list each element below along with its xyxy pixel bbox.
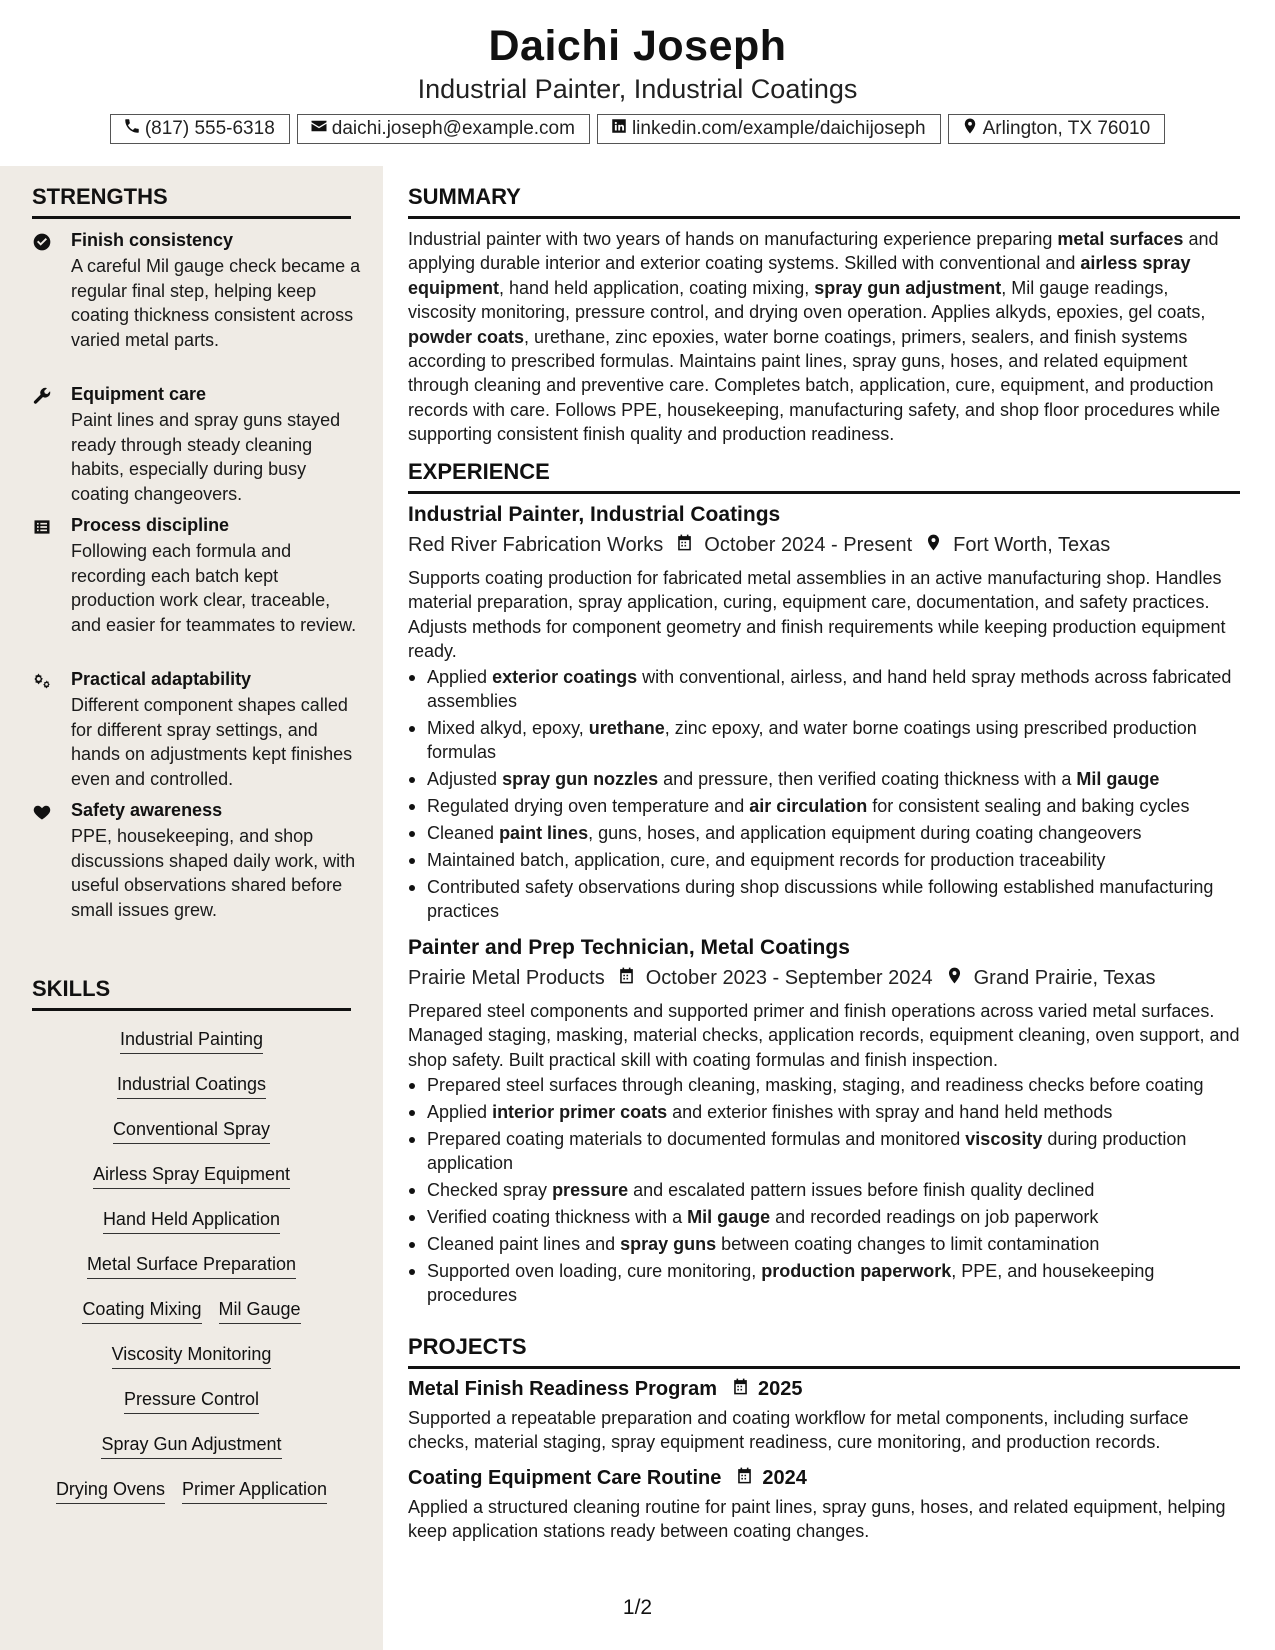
- sidebar: [0, 166, 383, 1650]
- projects-section: [408, 1334, 1240, 1544]
- skill-tag: Primer Application: [182, 1479, 327, 1504]
- skill-tag: Conventional Spray: [113, 1119, 270, 1144]
- wrench-icon: [32, 386, 54, 406]
- calendar-icon: [717, 1377, 758, 1402]
- linkedin-icon: [610, 117, 628, 141]
- summary-section: [408, 184, 1240, 447]
- phone-text: (817) 555-6318: [144, 118, 275, 139]
- skill-tag: Industrial Painting: [120, 1029, 263, 1054]
- contact-email[interactable]: [297, 114, 590, 144]
- project-entry: [408, 1466, 1240, 1544]
- job-description: Supports coating production for fabricated metal assemblies in an active manufacturing shop. Handles material preparation, spray application, curing, equipment care, documentation, and safety practices. Adjusts methods for component geometry and finish requirements while keeping production equipment ready.: [408, 568, 1226, 662]
- strength-title: Safety awareness: [71, 800, 223, 820]
- strength-desc: Following each formula and recording each batch kept production work clear, traceable, and easier for teammates to review.: [71, 541, 357, 635]
- skill-tag: Industrial Coatings: [117, 1074, 266, 1099]
- heart-icon: [32, 802, 54, 822]
- project-year: 2025: [757, 1378, 803, 1400]
- contact-phone[interactable]: [110, 114, 290, 144]
- skill-tag: Airless Spray Equipment: [93, 1164, 290, 1189]
- experience-section: [408, 459, 1240, 1310]
- skill-tag: Viscosity Monitoring: [112, 1344, 272, 1369]
- project-title: Coating Equipment Care Routine: [408, 1466, 722, 1489]
- job-location: Fort Worth, Texas: [953, 534, 1111, 556]
- map-pin-icon: [912, 533, 953, 558]
- experience-heading: EXPERIENCE: [408, 459, 1240, 494]
- job-bullets: [408, 665, 1240, 924]
- bullet-item: Supported oven loading, cure monitoring, production paperwork, PPE, and housekeeping procedures: [408, 1259, 1240, 1308]
- job-dates: October 2023 - September 2024: [645, 966, 933, 989]
- projects-heading: PROJECTS: [408, 1334, 1240, 1369]
- bullet-item: Verified coating thickness with a Mil gauge and recorded readings on job paperwork: [408, 1205, 1240, 1229]
- calendar-icon: [605, 966, 646, 991]
- strength-title: Practical adaptability: [71, 669, 252, 689]
- job-company: Prairie Metal Products: [408, 966, 605, 989]
- phone-icon: [123, 117, 141, 141]
- check-circle-icon: [32, 232, 54, 252]
- strength-desc: A careful Mil gauge check became a regular final step, helping keep coating thickness consistent across varied metal parts.: [71, 256, 361, 350]
- resume-header: [0, 0, 1275, 166]
- skill-tag: Coating Mixing: [82, 1299, 201, 1324]
- strengths-section: [32, 184, 361, 920]
- project-description: Applied a structured cleaning routine for paint lines, spray guns, hoses, and related equipment, helping keep application stations ready between coating changes.: [408, 1496, 1226, 1542]
- job-description: Prepared steel components and supported primer and finish operations across varied metal surfaces. Managed staging, masking, material checks, application records, equipment cleaning, oven support, and shop safety. Built practical skill with coating formulas and finish inspection.: [408, 1000, 1240, 1070]
- email-text: daichi.joseph@example.com: [331, 118, 575, 139]
- bullet-item: Checked spray pressure and escalated pattern issues before finish quality declined: [408, 1178, 1240, 1202]
- skill-tag: Drying Ovens: [56, 1479, 165, 1504]
- map-pin-icon: [961, 117, 979, 141]
- skill-tag: Spray Gun Adjustment: [101, 1434, 281, 1459]
- job-company: Red River Fabrication Works: [408, 534, 664, 556]
- contact-linkedin[interactable]: [597, 114, 941, 144]
- strength-desc: Paint lines and spray guns stayed ready through steady cleaning habits, especially during busy coating changeovers.: [71, 410, 341, 504]
- summary-heading: SUMMARY: [408, 184, 1240, 219]
- job-bullets: [408, 1073, 1240, 1308]
- strength-title: Equipment care: [71, 384, 207, 404]
- bullet-item: Mixed alkyd, epoxy, urethane, zinc epoxy, and water borne coatings using prescribed production formulas: [408, 716, 1240, 765]
- bullet-item: Applied exterior coatings with conventional, airless, and hand held spray methods across fabricated assemblies: [408, 665, 1240, 714]
- job-entry: [408, 936, 1240, 1308]
- bullet-item: Applied interior primer coats and exterior finishes with spray and hand held methods: [408, 1100, 1240, 1124]
- map-pin-icon: [933, 966, 974, 991]
- skills-heading: SKILLS: [32, 976, 351, 1011]
- job-title: Painter and Prep Technician, Metal Coatings: [408, 935, 850, 959]
- job-meta: [408, 966, 1240, 991]
- skill-tag: Hand Held Application: [103, 1209, 280, 1234]
- bullet-item: Cleaned paint lines, guns, hoses, and application equipment during coating changeovers: [408, 821, 1240, 845]
- location-text: Arlington, TX 76010: [982, 118, 1151, 139]
- linkedin-text: linkedin.com/example/daichijoseph: [631, 118, 926, 139]
- contact-bar: [0, 114, 1275, 144]
- project-year: 2024: [762, 1466, 807, 1489]
- job-title: Industrial Painter, Industrial Coatings: [408, 503, 781, 526]
- job-entry: [408, 503, 1240, 924]
- job-location: Grand Prairie, Texas: [973, 966, 1156, 989]
- calendar-icon: [721, 1466, 762, 1491]
- list-icon: [32, 517, 54, 537]
- page-number: 1/2: [622, 1596, 653, 1619]
- skill-tag: Mil Gauge: [219, 1299, 301, 1324]
- candidate-name: Daichi Joseph: [488, 22, 787, 70]
- calendar-icon: [663, 533, 704, 558]
- bullet-item: Maintained batch, application, cure, and equipment records for production traceability: [408, 848, 1240, 872]
- candidate-role: Industrial Painter, Industrial Coatings: [417, 74, 858, 104]
- project-description: Supported a repeatable preparation and coating workflow for metal components, including surface checks, material staging, spray equipment readiness, cure monitoring, and production records.: [408, 1408, 1189, 1453]
- strength-title: Process discipline: [71, 515, 230, 535]
- summary-text: Industrial painter with two years of hands on manufacturing experience preparing metal surfaces and applying durable interior and exterior coating systems. Skilled with conventional and airless spray equipment, hand held application, coating mixing, spray gun adjustment, Mil gauge readings, viscosity monitoring, pressure control, and drying oven operation. Applies alkyds, epoxies, gel coats, powder coats, urethane, zinc epoxies, water borne coatings, primers, sealers, and finish systems according to prescribed formulas. Maintains paint lines, spray guns, hoses, and related equipment through cleaning and preventive care. Completes batch, application, cure, equipment, and production records with care. Follows PPE, housekeeping, manufacturing safety, and shop floor procedures while supporting consistent finish quality and production readiness.: [408, 229, 1221, 445]
- project-title-row: [408, 1377, 1240, 1402]
- bullet-item: Prepared steel surfaces through cleaning, masking, staging, and readiness checks before coating: [408, 1073, 1240, 1097]
- job-meta: [408, 533, 1240, 558]
- bullet-item: Adjusted spray gun nozzles and pressure, then verified coating thickness with a Mil gauge: [408, 767, 1240, 791]
- strength-title: Finish consistency: [71, 230, 234, 250]
- bullet-item: Prepared coating materials to documented formulas and monitored viscosity during production application: [408, 1127, 1240, 1176]
- contact-location: [948, 114, 1166, 144]
- skill-tag: Pressure Control: [124, 1389, 259, 1414]
- project-entry: [408, 1377, 1240, 1455]
- job-dates: October 2024 - Present: [704, 534, 913, 556]
- strength-desc: Different component shapes called for different spray settings, and hands on adjustments kept finishes even and controlled.: [71, 695, 353, 789]
- strengths-heading: STRENGTHS: [32, 184, 351, 219]
- project-title: Metal Finish Readiness Program: [408, 1378, 717, 1400]
- bullet-item: Regulated drying oven temperature and air circulation for consistent sealing and baking cycles: [408, 794, 1240, 818]
- skills-section: [32, 976, 351, 1499]
- project-title-row: [408, 1466, 1240, 1491]
- envelope-icon: [310, 117, 328, 141]
- skill-tag: Metal Surface Preparation: [87, 1254, 296, 1279]
- gears-icon: [32, 671, 54, 691]
- bullet-item: Contributed safety observations during shop discussions while following established manufacturing practices: [408, 875, 1240, 924]
- bullet-item: Cleaned paint lines and spray guns between coating changes to limit contamination: [408, 1232, 1240, 1256]
- strength-desc: PPE, housekeeping, and shop discussions shaped daily work, with useful observations shared before small issues grew.: [71, 826, 356, 920]
